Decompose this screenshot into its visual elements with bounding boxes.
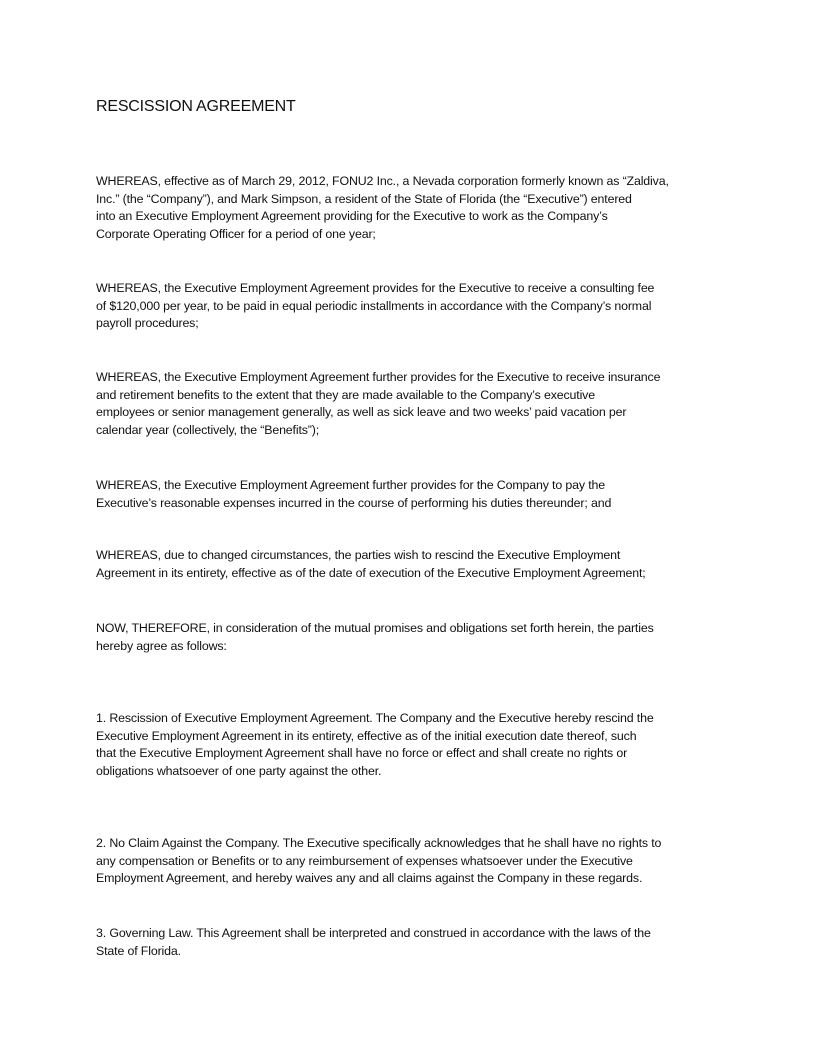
document-title: RESCISSION AGREEMENT [96, 98, 296, 115]
recital-paragraph: WHEREAS, the Executive Employment Agreement further provides for the Executive to receive insurance and retirement benefits to the extent that they are made available to the Company’s executive employees or senior management generally, as well as sick leave and two weeks’ paid vacation per calendar year (collectively, the “Benefits”); [96, 370, 661, 437]
agreement-preamble: NOW, THEREFORE, in consideration of the mutual promises and obligations set forth herein, the parties hereby agree as follows: [96, 621, 654, 653]
recital-paragraph: WHEREAS, the Executive Employment Agreement provides for the Executive to receive a consulting fee of $120,000 per year, to be paid in equal periodic installments in accordance with the Company’s normal payroll procedures; [96, 281, 655, 330]
section-no-claim: 2. No Claim Against the Company. The Executive specifically acknowledges that he shall have no rights to any compensation or Benefits or to any reimbursement of expenses whatsoever under the Executive Employment Agreement, and hereby waives any and all claims against the Company in these regards. [96, 836, 662, 885]
recital-paragraph: WHEREAS, effective as of March 29, 2012, FONU2 Inc., a Nevada corporation formerly known as “Zaldiva, Inc.” (the “Company”), and Mark Simpson, a resident of the State of Florida (the “Executive”) entered into an Executive Employment Agreement providing for the Executive to work as the Company’s Corporate Operating Officer for a period of one year; [96, 174, 669, 241]
recital-paragraph: WHEREAS, due to changed circumstances, the parties wish to rescind the Executive Employment Agreement in its entirety, effective as of the date of execution of the Executive Employment Agreement; [96, 548, 646, 580]
recital-paragraph: WHEREAS, the Executive Employment Agreement further provides for the Company to pay the Executive’s reasonable expenses incurred in the course of performing his duties thereunder; and [96, 478, 612, 510]
section-rescission: 1. Rescission of Executive Employment Agreement. The Company and the Executive hereby rescind the Executive Employment Agreement in its entirety, effective as of the initial execution date thereof, such that the Executive Employment Agreement shall have no force or effect and shall create no rights or obligations whatsoever of one party against the other. [96, 711, 654, 778]
section-governing-law: 3. Governing Law. This Agreement shall be interpreted and construed in accordance with the laws of the State of Florida. [96, 926, 651, 958]
